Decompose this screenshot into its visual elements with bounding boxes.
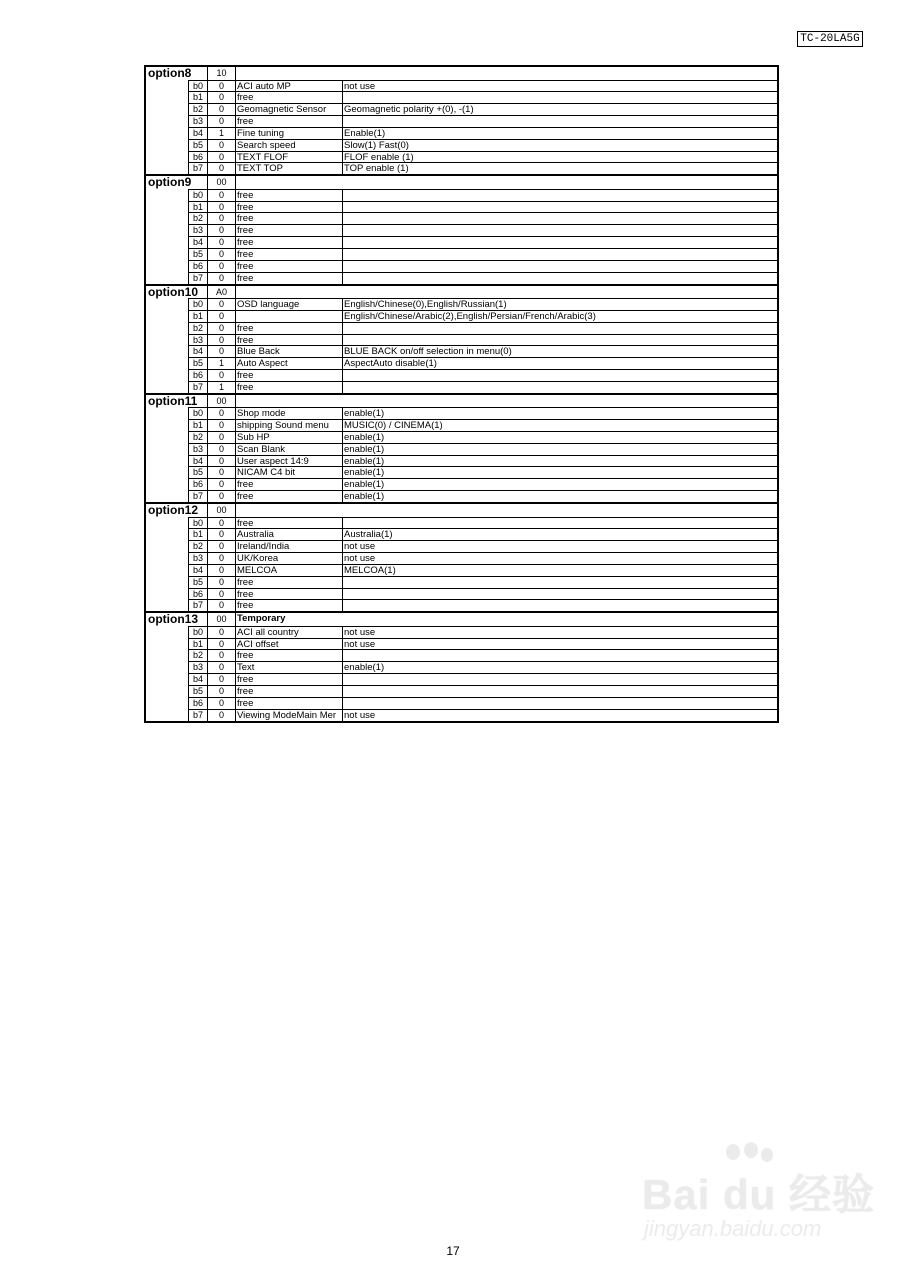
table-row <box>146 139 777 151</box>
value-cell: 1 <box>207 127 235 140</box>
option-name: option13 <box>148 612 198 627</box>
value-cell: 0 <box>207 189 235 202</box>
table-row <box>146 103 777 115</box>
table-row <box>146 369 777 381</box>
table-row <box>146 212 777 224</box>
value-cell: 0 <box>207 151 235 164</box>
table-row <box>146 272 777 284</box>
value-cell: 0 <box>207 345 235 358</box>
option-name: option10 <box>148 284 198 299</box>
table-row <box>146 201 777 213</box>
option-note <box>235 67 777 80</box>
bit-cell: b2 <box>188 540 207 553</box>
description-cell: Slow(1) Fast(0) <box>342 139 777 152</box>
bit-cell: b6 <box>188 151 207 164</box>
option-group <box>146 502 777 611</box>
indent-cell <box>146 162 188 175</box>
option-hex-value: 00 <box>207 613 235 626</box>
function-cell: free <box>235 685 342 698</box>
function-cell: free <box>235 599 342 612</box>
bit-cell: b4 <box>188 673 207 686</box>
description-cell: Enable(1) <box>342 127 777 140</box>
page-number: 17 <box>446 1244 460 1258</box>
value-cell: 0 <box>207 478 235 491</box>
bit-cell: b4 <box>188 564 207 577</box>
value-cell: 0 <box>207 369 235 382</box>
header-spacer <box>188 286 207 299</box>
bit-cell: b1 <box>188 91 207 104</box>
value-cell: 0 <box>207 709 235 722</box>
option-note <box>235 504 777 517</box>
option-note <box>235 286 777 299</box>
table-row <box>146 564 777 576</box>
function-cell: free <box>235 478 342 491</box>
bit-cell: b6 <box>188 260 207 273</box>
bit-cell: b5 <box>188 139 207 152</box>
value-cell: 0 <box>207 599 235 612</box>
value-cell: 0 <box>207 115 235 128</box>
function-cell: free <box>235 236 342 249</box>
function-cell: Sub HP <box>235 431 342 444</box>
bit-cell: b1 <box>188 201 207 214</box>
table-row <box>146 162 777 174</box>
description-cell: not use <box>342 552 777 565</box>
model-number-box: TC-20LA5G <box>797 31 863 47</box>
value-cell: 0 <box>207 466 235 479</box>
function-cell: ACI offset <box>235 638 342 651</box>
table-row <box>146 407 777 419</box>
table-row <box>146 697 777 709</box>
function-cell: Auto Aspect <box>235 357 342 370</box>
table-row <box>146 322 777 334</box>
function-cell: free <box>235 212 342 225</box>
function-cell: TEXT TOP <box>235 162 342 175</box>
function-cell: Shop mode <box>235 407 342 420</box>
value-cell: 0 <box>207 272 235 285</box>
description-cell: FLOF enable (1) <box>342 151 777 164</box>
function-cell: free <box>235 189 342 202</box>
function-cell: Scan Blank <box>235 443 342 456</box>
table-row <box>146 127 777 139</box>
description-cell <box>342 381 777 394</box>
table-row <box>146 334 777 346</box>
bit-cell: b3 <box>188 334 207 347</box>
table-row <box>146 576 777 588</box>
bit-cell: b5 <box>188 357 207 370</box>
function-cell: TEXT FLOF <box>235 151 342 164</box>
value-cell: 0 <box>207 298 235 311</box>
header-spacer <box>188 176 207 189</box>
bit-cell: b4 <box>188 127 207 140</box>
bit-cell: b0 <box>188 407 207 420</box>
description-cell <box>342 599 777 612</box>
function-cell: Text <box>235 661 342 674</box>
bit-cell: b6 <box>188 369 207 382</box>
value-cell: 0 <box>207 236 235 249</box>
table-row <box>146 357 777 369</box>
description-cell: TOP enable (1) <box>342 162 777 175</box>
function-cell: free <box>235 673 342 686</box>
function-cell: ACI all country <box>235 626 342 639</box>
value-cell: 0 <box>207 649 235 662</box>
value-cell: 0 <box>207 626 235 639</box>
description-cell: AspectAuto disable(1) <box>342 357 777 370</box>
watermark-url: jingyan.baidu.com <box>644 1216 822 1241</box>
description-cell: MUSIC(0) / CINEMA(1) <box>342 419 777 432</box>
function-cell: Australia <box>235 528 342 541</box>
description-cell: MELCOA(1) <box>342 564 777 577</box>
function-cell: Blue Back <box>235 345 342 358</box>
bit-cell: b3 <box>188 443 207 456</box>
value-cell: 0 <box>207 91 235 104</box>
table-row <box>146 638 777 650</box>
value-cell: 0 <box>207 310 235 323</box>
function-cell: free <box>235 224 342 237</box>
value-cell: 0 <box>207 455 235 468</box>
description-cell: enable(1) <box>342 455 777 468</box>
bit-cell: b2 <box>188 322 207 335</box>
option-group <box>146 611 777 720</box>
table-row <box>146 455 777 467</box>
table-row <box>146 260 777 272</box>
description-cell: not use <box>342 626 777 639</box>
bit-cell: b3 <box>188 661 207 674</box>
option-group <box>146 174 777 283</box>
table-row <box>146 552 777 564</box>
function-cell: free <box>235 576 342 589</box>
table-row <box>146 431 777 443</box>
function-cell: free <box>235 322 342 335</box>
bit-cell: b0 <box>188 298 207 311</box>
option-header-row <box>146 286 777 299</box>
value-cell: 0 <box>207 407 235 420</box>
bit-cell: b7 <box>188 490 207 503</box>
value-cell: 0 <box>207 162 235 175</box>
value-cell: 0 <box>207 212 235 225</box>
baidu-watermark <box>640 1142 876 1252</box>
value-cell: 0 <box>207 224 235 237</box>
table-row <box>146 626 777 638</box>
value-cell: 1 <box>207 381 235 394</box>
option-hex-value: A0 <box>207 286 235 299</box>
value-cell: 0 <box>207 139 235 152</box>
function-cell: free <box>235 649 342 662</box>
table-row <box>146 490 777 502</box>
description-cell: not use <box>342 540 777 553</box>
value-cell: 0 <box>207 322 235 335</box>
bit-cell: b7 <box>188 272 207 285</box>
value-cell: 0 <box>207 248 235 261</box>
option-header-row <box>146 67 777 80</box>
bit-cell: b7 <box>188 709 207 722</box>
bit-cell: b5 <box>188 685 207 698</box>
option-note: Temporary <box>235 613 777 626</box>
option-hex-value: 10 <box>207 67 235 80</box>
table-row <box>146 443 777 455</box>
table-row <box>146 599 777 611</box>
bit-cell: b4 <box>188 455 207 468</box>
bit-cell: b7 <box>188 381 207 394</box>
table-row <box>146 709 777 721</box>
description-cell: not use <box>342 80 777 93</box>
header-spacer <box>188 67 207 80</box>
value-cell: 0 <box>207 443 235 456</box>
table-row <box>146 224 777 236</box>
description-cell: BLUE BACK on/off selection in menu(0) <box>342 345 777 358</box>
description-cell: English/Chinese/Arabic(2),English/Persian/French/Arabic(3) <box>342 310 777 323</box>
bit-cell: b3 <box>188 115 207 128</box>
bit-cell: b1 <box>188 528 207 541</box>
value-cell: 0 <box>207 260 235 273</box>
table-row <box>146 517 777 529</box>
value-cell: 0 <box>207 201 235 214</box>
paw-icon <box>761 1148 773 1162</box>
table-row <box>146 310 777 322</box>
function-cell: free <box>235 517 342 530</box>
bit-cell: b3 <box>188 224 207 237</box>
bit-cell: b2 <box>188 103 207 116</box>
bit-cell: b6 <box>188 478 207 491</box>
value-cell: 0 <box>207 334 235 347</box>
bit-cell: b2 <box>188 212 207 225</box>
table-row <box>146 588 777 600</box>
option-hex-value: 00 <box>207 395 235 408</box>
option-header-row <box>146 395 777 408</box>
function-cell: free <box>235 201 342 214</box>
description-cell: Australia(1) <box>342 528 777 541</box>
value-cell: 0 <box>207 576 235 589</box>
table-row <box>146 528 777 540</box>
table-row <box>146 540 777 552</box>
table-row <box>146 478 777 490</box>
function-cell: free <box>235 490 342 503</box>
function-cell: MELCOA <box>235 564 342 577</box>
option-name: option12 <box>148 503 198 517</box>
description-cell: enable(1) <box>342 431 777 444</box>
bit-cell: b5 <box>188 248 207 261</box>
option-group <box>146 284 777 393</box>
option-header-row <box>146 504 777 517</box>
function-cell: free <box>235 260 342 273</box>
option-name: option11 <box>148 393 198 408</box>
bit-cell: b6 <box>188 697 207 710</box>
bit-cell: b4 <box>188 236 207 249</box>
table-row <box>146 91 777 103</box>
option-settings-table <box>144 65 779 723</box>
value-cell: 0 <box>207 103 235 116</box>
value-cell: 0 <box>207 673 235 686</box>
description-cell: enable(1) <box>342 661 777 674</box>
function-cell: NICAM C4 bit <box>235 466 342 479</box>
indent-cell <box>146 272 188 285</box>
function-cell: free <box>235 369 342 382</box>
header-spacer <box>188 613 207 626</box>
description-cell: enable(1) <box>342 490 777 503</box>
function-cell: free <box>235 381 342 394</box>
table-row <box>146 649 777 661</box>
value-cell: 0 <box>207 540 235 553</box>
function-cell: free <box>235 272 342 285</box>
bit-cell: b2 <box>188 431 207 444</box>
value-cell: 0 <box>207 564 235 577</box>
description-cell: not use <box>342 638 777 651</box>
option-name: option8 <box>148 66 192 80</box>
option-header-row <box>146 613 777 626</box>
paw-icon <box>744 1142 758 1158</box>
function-cell: free <box>235 334 342 347</box>
function-cell: free <box>235 115 342 128</box>
function-cell: shipping Sound menu <box>235 419 342 432</box>
function-cell: free <box>235 697 342 710</box>
paw-icon <box>726 1144 740 1160</box>
value-cell: 0 <box>207 661 235 674</box>
option-header-row <box>146 176 777 189</box>
bit-cell: b4 <box>188 345 207 358</box>
value-cell: 0 <box>207 517 235 530</box>
bit-cell: b0 <box>188 517 207 530</box>
table-row <box>146 466 777 478</box>
bit-cell: b0 <box>188 80 207 93</box>
description-cell: enable(1) <box>342 407 777 420</box>
bit-cell: b1 <box>188 638 207 651</box>
indent-cell <box>146 490 188 503</box>
function-cell: OSD language <box>235 298 342 311</box>
table-row <box>146 419 777 431</box>
description-cell: not use <box>342 709 777 722</box>
function-cell: Viewing ModeMain Mer <box>235 709 342 722</box>
bit-cell: b3 <box>188 552 207 565</box>
function-cell: free <box>235 91 342 104</box>
value-cell: 0 <box>207 528 235 541</box>
value-cell: 0 <box>207 638 235 651</box>
value-cell: 0 <box>207 552 235 565</box>
option-note <box>235 176 777 189</box>
bit-cell: b1 <box>188 419 207 432</box>
function-cell: Search speed <box>235 139 342 152</box>
bit-cell: b7 <box>188 599 207 612</box>
table-row <box>146 80 777 92</box>
table-row <box>146 345 777 357</box>
header-spacer <box>188 504 207 517</box>
function-cell: free <box>235 588 342 601</box>
indent-cell <box>146 599 188 612</box>
description-cell: enable(1) <box>342 466 777 479</box>
bit-cell: b1 <box>188 310 207 323</box>
option-note <box>235 395 777 408</box>
bit-cell: b0 <box>188 626 207 639</box>
table-row <box>146 673 777 685</box>
bit-cell: b6 <box>188 588 207 601</box>
watermark-brand: Bai du 经验 <box>642 1171 876 1218</box>
option-group <box>146 67 777 174</box>
value-cell: 0 <box>207 490 235 503</box>
table-row <box>146 248 777 260</box>
description-cell <box>342 272 777 285</box>
value-cell: 0 <box>207 697 235 710</box>
value-cell: 0 <box>207 588 235 601</box>
table-row <box>146 661 777 673</box>
table-row <box>146 189 777 201</box>
function-cell: UK/Korea <box>235 552 342 565</box>
bit-cell: b2 <box>188 649 207 662</box>
function-cell: ACI auto MP <box>235 80 342 93</box>
bit-cell: b5 <box>188 576 207 589</box>
value-cell: 0 <box>207 685 235 698</box>
option-group <box>146 393 777 502</box>
bit-cell: b0 <box>188 189 207 202</box>
table-row <box>146 236 777 248</box>
function-cell: free <box>235 248 342 261</box>
table-row <box>146 381 777 393</box>
description-cell: English/Chinese(0),English/Russian(1) <box>342 298 777 311</box>
value-cell: 0 <box>207 431 235 444</box>
header-spacer <box>188 395 207 408</box>
value-cell: 1 <box>207 357 235 370</box>
bit-cell: b7 <box>188 162 207 175</box>
option-name: option9 <box>148 175 192 190</box>
description-cell: enable(1) <box>342 443 777 456</box>
table-row <box>146 115 777 127</box>
table-row <box>146 298 777 310</box>
function-cell: Fine tuning <box>235 127 342 140</box>
function-cell: Ireland/India <box>235 540 342 553</box>
table-row <box>146 685 777 697</box>
description-cell: Geomagnetic polarity +(0), -(1) <box>342 103 777 116</box>
description-cell: enable(1) <box>342 478 777 491</box>
function-cell: Geomagnetic Sensor <box>235 103 342 116</box>
table-row <box>146 151 777 163</box>
value-cell: 0 <box>207 80 235 93</box>
function-cell: User aspect 14:9 <box>235 455 342 468</box>
indent-cell <box>146 381 188 394</box>
option-hex-value: 00 <box>207 504 235 517</box>
bit-cell: b5 <box>188 466 207 479</box>
value-cell: 0 <box>207 419 235 432</box>
indent-cell <box>146 709 188 722</box>
option-hex-value: 00 <box>207 176 235 189</box>
